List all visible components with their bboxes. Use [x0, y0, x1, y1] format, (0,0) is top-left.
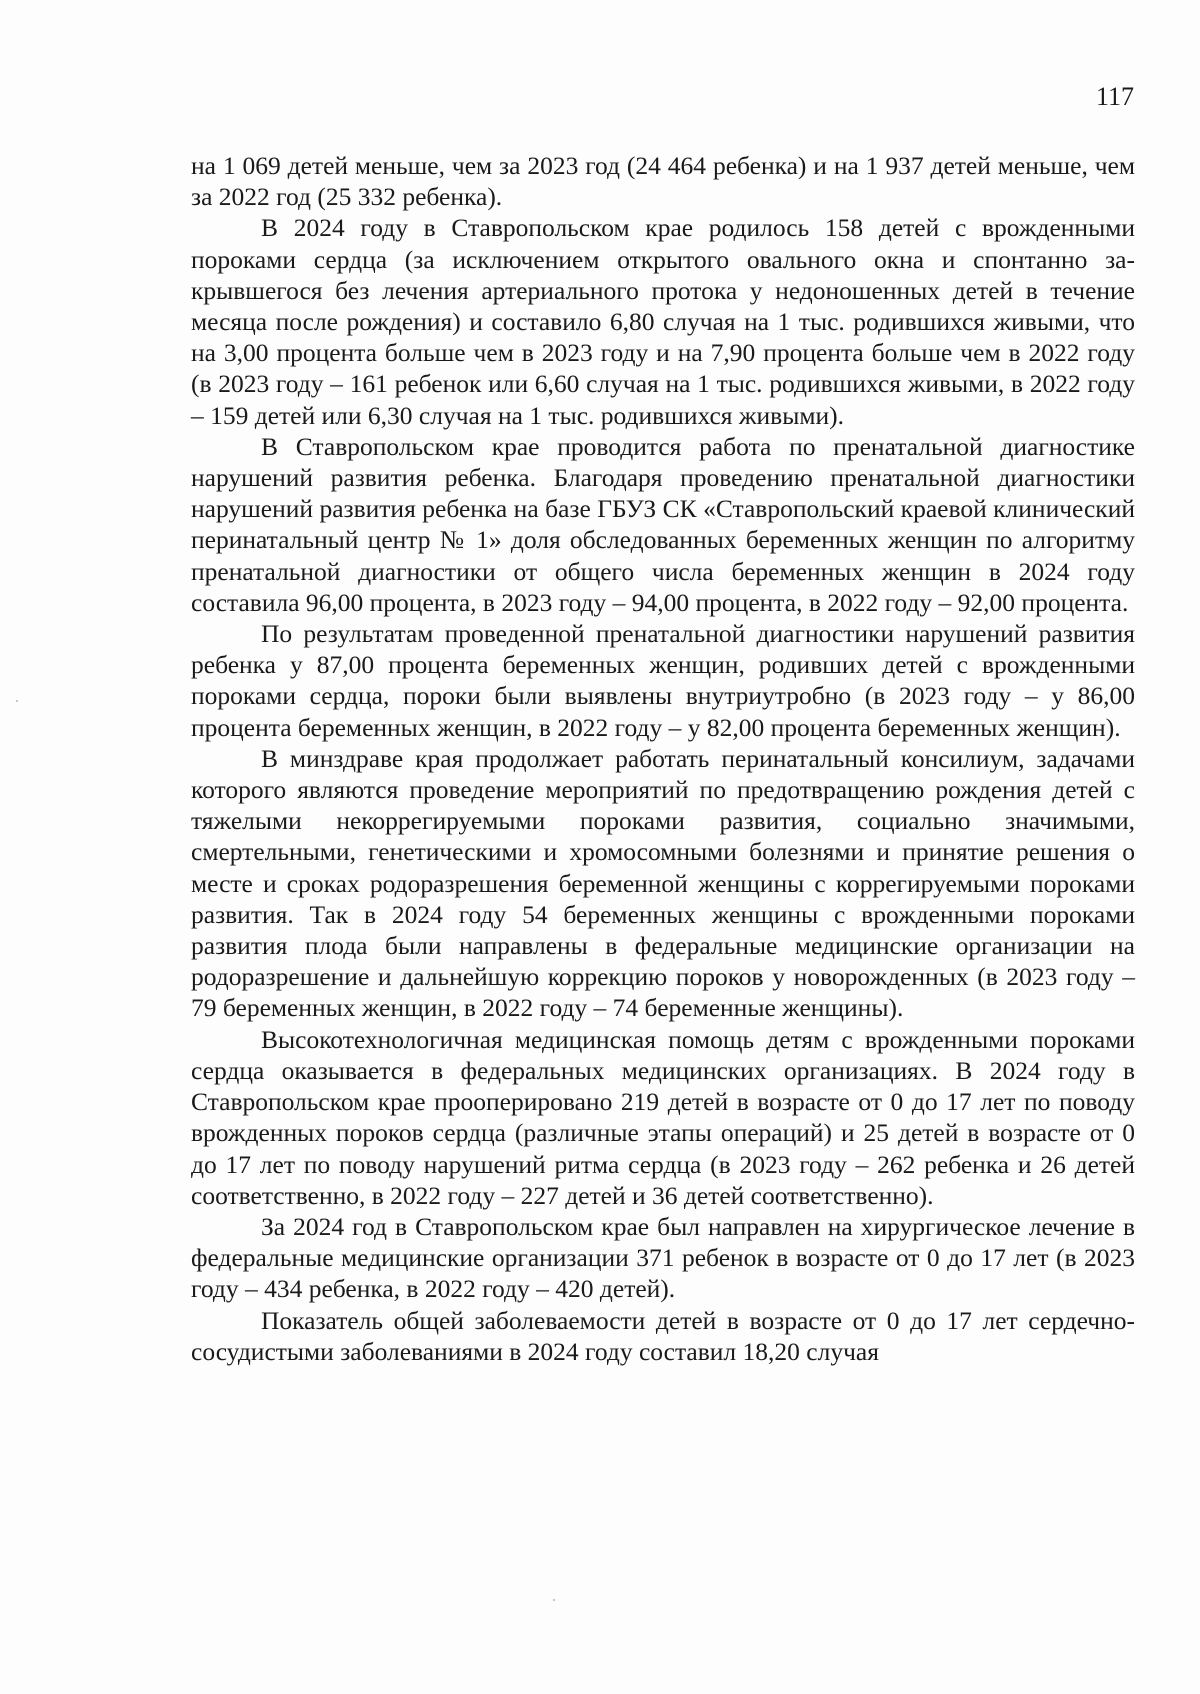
paragraph-1: на 1 069 детей меньше, чем за 2023 год (24 464 ребенка) и на 1 937 детей меньше, чем за 2022 год (25 332 ребенка). [191, 151, 1135, 212]
body-text [191, 150, 1135, 1367]
paragraph-2: В 2024 году в Ставропольском крае родилось 158 детей с врожденными пороками сердца (за исключением открытого овального окна и спонтанно закрывшегося без лечения артериального протока у недоношенных детей в течение месяца после рождения) и составило 6,80 случая на 1 тыс. родившихся живыми, что на 3,00 процента больше чем в 2023 году и на 7,90 процента больше чем в 2022 году (в 2023 году – 161 ребенок или 6,60 случая на 1 тыс. родившихся живыми, в 2022 году – 159 детей или 6,30 случая на 1 тыс. родившихся живыми). [191, 213, 1135, 430]
paragraph-5: В минздраве края продолжает работать перинатальный консилиум, задачами которого являются проведение мероприятий по предотвращению рождения детей с тяжелыми некоррегируемыми пороками развития, социально значимыми, смертельными, генетическими и хромосомными болезнями и принятие решения о месте и сроках родоразрешения беременной женщины с коррегируемыми пороками развития. Так в 2024 году 54 беременных женщины с врожденными пороками развития плода были направлены в федеральные медицинские организации на родоразрешение и дальнейшую коррекцию пороков у новорожденных (в 2023 году – 79 беременных женщин, в 2022 году – 74 беременные женщины). [191, 743, 1135, 1023]
paragraph-3: В Ставропольском крае проводится работа по пренатальной диагностике нарушений развития ребенка. Благодаря проведению пренатальной диагностики нарушений развития ребенка на базе ГБУЗ СК «Ставропольский краевой клинический перинатальный центр № 1» доля обследованных беременных женщин по алгоритму пренатальной диагностики от общего числа беременных женщин в 2024 году составила 96,00 процента, в 2023 году – 94,00 процента, в 2022 году – 92,00 процента. [191, 431, 1135, 617]
paragraph-4: По результатам проведенной пренатальной диагностики нарушений развития ребенка у 87,00 процента беременных женщин, родивших детей с врожденными пороками сердца, пороки были выявлены внутриутробно (в 2023 году – у 86,00 процента беременных женщин, в 2022 году – у 82,00 процента беременных женщин). [191, 619, 1135, 742]
scan-speck [16, 700, 18, 702]
paragraph-6: Высокотехнологичная медицинская помощь детям с врожденными пороками сердца оказывается в федеральных медицинских организациях. В 2024 году в Ставропольском крае прооперировано 219 детей в возрасте от 0 до 17 лет по поводу врожденных пороков сердца (различные этапы операций) и 25 детей в возрасте от 0 до 17 лет по поводу нарушений ритма сердца (в 2023 году – 262 ребенка и 26 детей соответственно, в 2022 году – 227 детей и 36 детей соответственно). [191, 1024, 1135, 1210]
paragraph-8: Показатель общей заболеваемости детей в возрасте от 0 до 17 лет сердечно-сосудистыми заболеваниями в 2024 году составил 18,20 случая [191, 1305, 1135, 1366]
page-number: 117 [1095, 82, 1134, 111]
paragraph-7: За 2024 год в Ставропольском крае был направлен на хирургическое лечение в федеральные медицинские организации 371 ребенок в возрасте от 0 до 17 лет (в 2023 году – 434 ребенка, в 2022 году – 420 детей). [191, 1211, 1135, 1304]
scan-speck [553, 1599, 555, 1601]
